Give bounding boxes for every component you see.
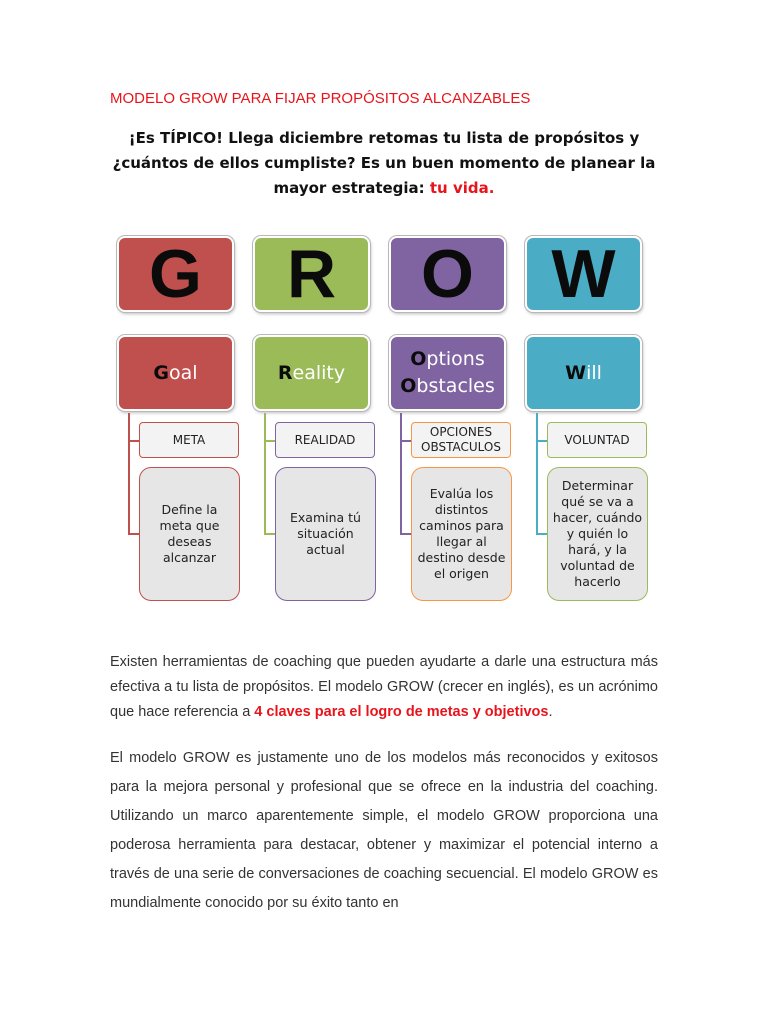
label-box-w: VOLUNTAD	[547, 422, 647, 458]
description-box-o: Evalúa los distintos caminos para llegar al destino desde el origen	[411, 467, 512, 601]
connector-branch	[264, 533, 275, 535]
word-line	[400, 373, 495, 400]
letter-box-g	[117, 236, 234, 312]
word-box-g	[117, 335, 234, 411]
letter-box-w	[525, 236, 642, 312]
connector-line	[400, 413, 402, 534]
connector-branch	[400, 533, 411, 535]
paragraph-2: El modelo GROW es justamente uno de los modelos más reconocidos y exitosos para la mejora personal y profesional que se ofrece en la industria del coaching. Utilizando un marco aparentemente simple, el modelo GROW proporciona una poderosa herramienta para destacar, obtener y maximizar el potencial interno a través de una serie de conversaciones de coaching secuencial. El modelo GROW es mundialmente conocido por su éxito tanto en	[110, 750, 658, 911]
word-initial: G	[153, 361, 170, 384]
connector-branch	[400, 440, 411, 442]
connector-branch	[536, 440, 547, 442]
paragraph-1	[110, 650, 658, 725]
word-rest: ptions	[426, 348, 485, 370]
word-box-w	[525, 335, 642, 411]
connector-branch	[128, 440, 139, 442]
paragraph-1-text: Existen herramientas de coaching que pueden ayudarte a darle una estructura más efectiva a tu lista de propósitos. El modelo GROW (crecer en inglés), es un acrónimo que hace referencia a	[110, 654, 658, 720]
paragraph-1-end: .	[548, 704, 553, 720]
intro-text: ¡Es TÍPICO! Llega diciembre retomas tu lista de propósitos y ¿cuántos de ellos cumpliste? Es un buen momento de planear la mayor estrategia:	[112, 129, 656, 197]
description-box-w: Determinar qué se va a hacer, cuándo y quién lo hará, y la voluntad de hacerlo	[547, 467, 648, 601]
letter-box-r	[253, 236, 370, 312]
intro-heading	[100, 126, 668, 201]
connector-branch	[536, 533, 547, 535]
document-title: MODELO GROW PARA FIJAR PROPÓSITOS ALCANZABLES	[110, 90, 531, 107]
connector-line	[264, 413, 266, 534]
letter-g: G	[149, 236, 202, 312]
word-box-o	[389, 335, 506, 411]
label-box-g: META	[139, 422, 239, 458]
word-initial: W	[565, 361, 587, 384]
letter-o: O	[421, 236, 474, 312]
connector-branch	[264, 440, 275, 442]
word-rest: eality	[292, 361, 346, 384]
letter-r: R	[286, 236, 337, 312]
letter-w: W	[551, 236, 616, 312]
label-box-r: REALIDAD	[275, 422, 375, 458]
word-rest: bstacles	[416, 375, 495, 397]
word-rest: oal	[169, 361, 198, 384]
word-box-r	[253, 335, 370, 411]
description-box-r: Examina tú situación actual	[275, 467, 376, 601]
word-initial: R	[277, 361, 293, 384]
word-line	[410, 346, 485, 373]
paragraph-1-highlight: 4 claves para el logro de metas y objetivos	[254, 704, 549, 720]
description-box-g: Define la meta que deseas alcanzar	[139, 467, 240, 601]
label-box-o: OPCIONES OBSTACULOS	[411, 422, 511, 458]
word-rest: ill	[586, 361, 602, 384]
letter-box-o	[389, 236, 506, 312]
word-initial: O	[410, 348, 427, 370]
intro-highlight: tu vida.	[429, 179, 495, 197]
word-line	[565, 360, 602, 387]
word-line	[278, 360, 345, 387]
connector-branch	[128, 533, 139, 535]
connector-line	[128, 413, 130, 534]
word-line	[153, 360, 197, 387]
word-initial: O	[400, 375, 417, 397]
connector-line	[536, 413, 538, 534]
